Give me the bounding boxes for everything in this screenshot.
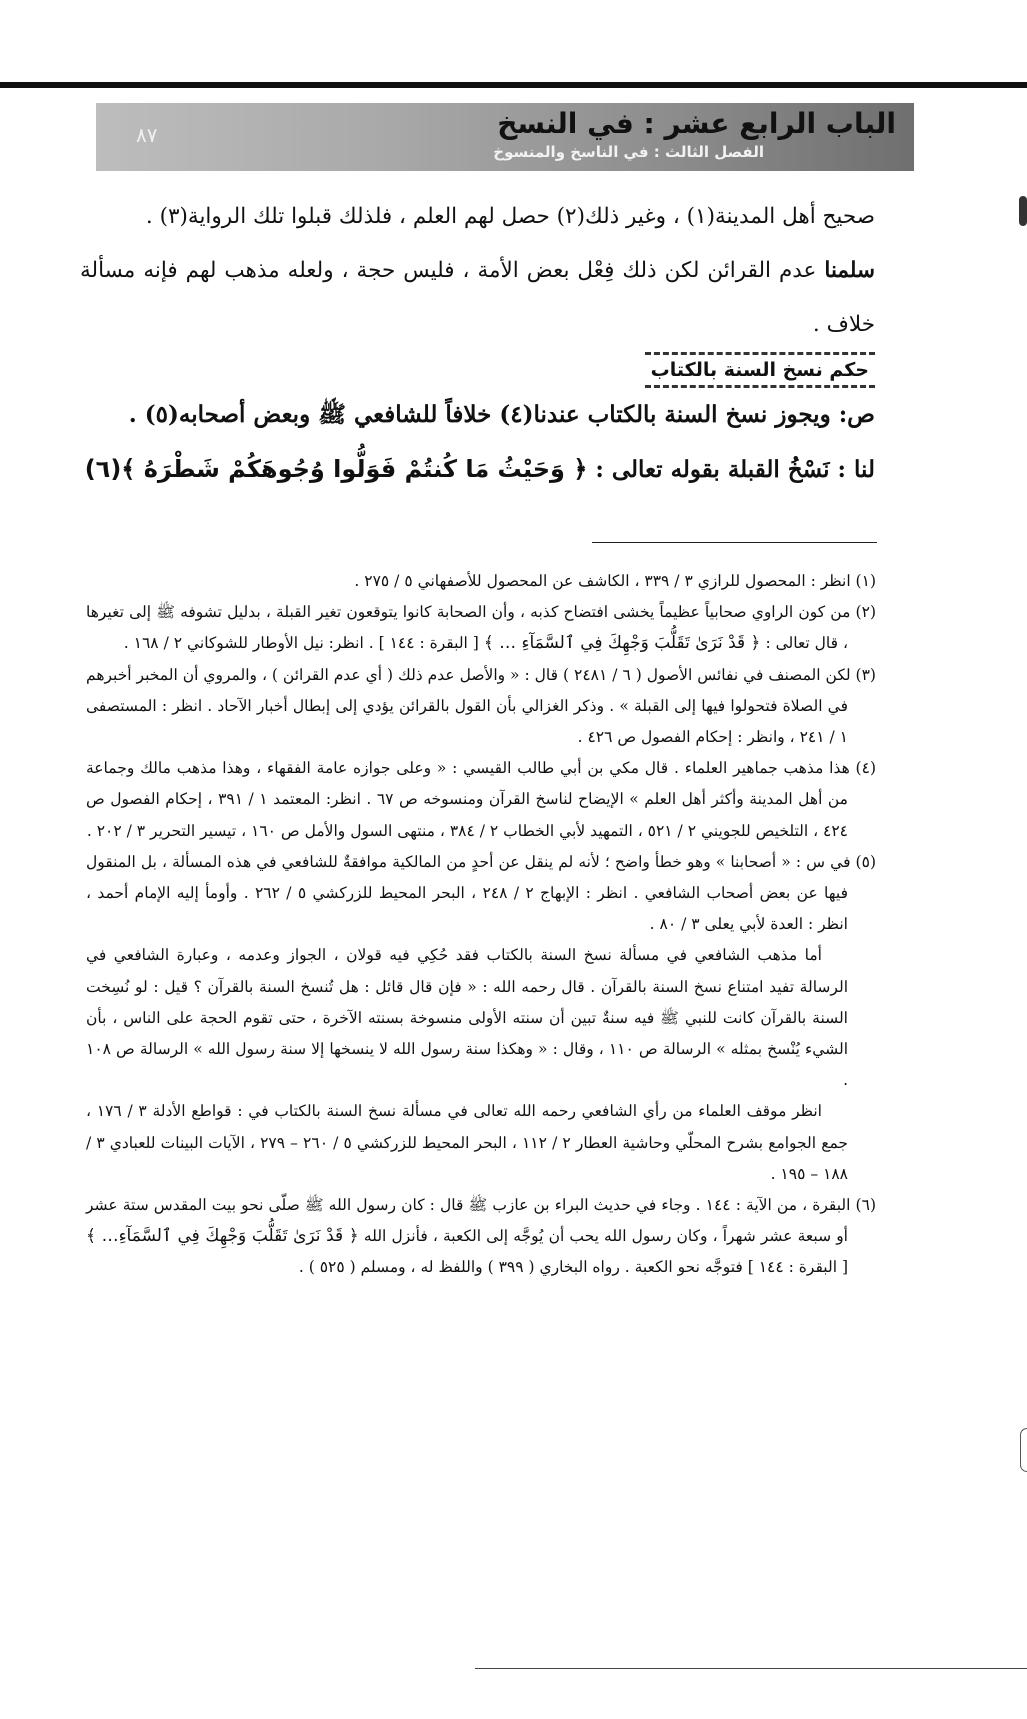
subheading-row <box>80 352 875 388</box>
footnotes <box>86 566 876 1284</box>
footnote <box>86 597 876 659</box>
scan-edge-mark <box>1020 1428 1027 1472</box>
main-text <box>80 190 875 497</box>
section-title: الفصل الثالث : في الناسخ والمنسوخ <box>493 143 764 161</box>
text-run: [ البقرة : ١٤٤ ] . انظر: نيل الأوطار للشوكاني ٢ / ١٦٨ . <box>123 634 484 653</box>
text-line: ص: ويجوز نسخ السنة بالكتاب عندنا(٤) خلافاً للشافعي ﷺ وبعض أصحابه(٥) . <box>128 401 875 428</box>
quran-verse: ﴿ قَدْ نَرَىٰ تَقَلُّبَ وَجْهِكَ فِي ٱلسَّمَآءِ … ﴾ <box>483 633 761 654</box>
text-run: [ البقرة : ١٤٤ ] فتوجَّه نحو الكعبة . رواه البخاري ( ٣٩٩ ) واللفظ له ، ومسلم ( ٥٢٥ ) . <box>298 1258 848 1277</box>
scan-edge-mark <box>1019 196 1027 226</box>
text-run: (٦) البقرة ، من الآية : ١٤٤ . وجاء في حديث البراء بن عازب ﷺ قال : كان رسول الله ﷺ صلّى نحو بيت المقدس ستة عشر أو سبعة عشر شهراً ، وكان رسول الله يحب أن يُوجَّه إلى الكعبة ، فأنزل الله <box>86 1196 876 1246</box>
footnote <box>86 1190 876 1284</box>
emphasis-word: سلمنا <box>824 258 875 283</box>
quran-verse: ﴿ وَحَيْثُ مَا كُنتُمْ فَوَلُّوا وُجُوهَكُمْ شَطْرَهُ ﴾(٦) <box>84 455 588 483</box>
bottom-rule <box>475 1668 1027 1669</box>
text-line <box>80 442 875 497</box>
top-rule <box>0 82 1027 88</box>
quran-verse: ﴿ قَدْ نَرَىٰ تَقَلُّبَ وَجْهِكَ فِي ٱلسَّمَآءِ… ﴾ <box>86 1226 359 1247</box>
page-number: ٨٧ <box>136 123 158 147</box>
running-header <box>96 103 914 171</box>
footnote-paragraph: انظر موقف العلماء من رأي الشافعي رحمه الله تعالى في مسألة نسخ السنة بالكتاب في : قواطع الأدلة ٣ / ١٧٦ ، جمع الجوامع بشرح المحلّي وحاشية العطار ٢ / ١١٢ ، البحر المحيط للزركشي ٥ / ٢٦٠ – ٢٧٩ ، الآيات البينات للعبادي ٣ / ١٨٨ – ١٩٥ . <box>86 1102 848 1183</box>
text-line: صحيح أهل المدينة(١) ، وغير ذلك(٢) حصل لهم العلم ، فلذلك قبلوا تلك الرواية(٣) . <box>145 204 875 229</box>
text-run: لنا : نَسْخُ القبلة بقوله تعالى : <box>587 456 875 483</box>
footnote: (٤) هذا مذهب جماهير العلماء . قال مكي بن أبي طالب القيسي : « وعلى جوازه عامة الفقهاء ، وهذا مذهب مالك وجماعة من أهل المدينة وأكثر أهل العلم » الإيضاح لناسخ القرآن ومنسوخه ص ٦٧ . انظر: المعتمد ١ / ٣٩١ ، إحكام الفصول ص ٤٢٤ ، التلخيص للجويني ٢ / ٥٢١ ، التمهيد لأبي الخطاب ٢ / ٣٨٤ ، منتهى السول والأمل ص ١٦٠ ، تيسير التحرير ٣ / ٢٠٢ . <box>86 759 876 840</box>
footnote-separator <box>592 542 877 543</box>
chapter-title: الباب الرابع عشر : في النسخ <box>497 107 896 140</box>
text-line <box>80 244 875 352</box>
footnote: (٥) في س : « أصحابنا » وهو خطأ واضح ؛ لأنه لم ينقل عن أحدٍ من المالكية موافقةٌ للشافعي في هذه المسألة ، بل المنقول فيها عن بعض أصحاب الشافعي . انظر : الإبهاج ٢ / ٢٤٨ ، البحر المحيط للزركشي ٥ / ٢٦٢ . وأومأ إليه الإمام أحمد ، انظر : العدة لأبي يعلى ٣ / ٨٠ . <box>86 852 876 934</box>
footnote-paragraph: أما مذهب الشافعي في مسألة نسخ السنة بالكتاب فقد حُكِي فيه قولان ، الجواز وعدمه ، وعبارة الشافعي في الرسالة تفيد امتناع نسخ السنة بالقرآن . قال رحمه الله : « فإن قال قائل : هل تُنسخ السنة بالقرآن ؟ قيل : لو نُسِخت السنة بالقرآن كانت للنبي ﷺ فيه سنةٌ تبين أن سنته الأولى منسوخة بسنته الآخرة ، حتى تقوم الحجة على الناس ، بأن الشيء يُنْسخ بمثله » الرسالة ص ١١٠ ، وقال : « وهكذا سنة رسول الله لا ينسخها إلا سنة رسول الله » الرسالة ص ١٠٨ . <box>86 946 849 1090</box>
footnote: (١) انظر : المحصول للرازي ٣ / ٣٣٩ ، الكاشف عن المحصول للأصفهاني ٥ / ٢٧٥ . <box>354 572 876 590</box>
footnote: (٣) لكن المصنف في نفائس الأصول ( ٦ / ٢٤٨١ ) قال : « والأصل عدم ذلك ( أي عدم القرائن ) ، والمروي أن المخبر أخبرهم في الصلاة فتحولوا فيها إلى القبلة » . وذكر الغزالي بأن القول بالقرائن يؤدي إلى إبطال أخبار الآحاد . انظر : المستصفى ١ / ٢٤١ ، وانظر : إحكام الفصول ص ٤٢٦ . <box>86 665 876 747</box>
subheading: حكم نسخ السنة بالكتاب <box>645 352 875 388</box>
text-run: (٢) من كون الراوي صحابياً عظيماً يخشى افتضاح كذبه ، وأن الصحابة كانوا يتوقعون تغير القبلة ، بدليل تشوفه ﷺ إلى تغيرها ، قال تعالى : <box>86 603 876 653</box>
text-run: عدم القرائن لكن ذلك فِعْل بعض الأمة ، فليس حجة ، ولعله مذهب لهم فإنه مسألة خلاف . <box>80 258 875 337</box>
